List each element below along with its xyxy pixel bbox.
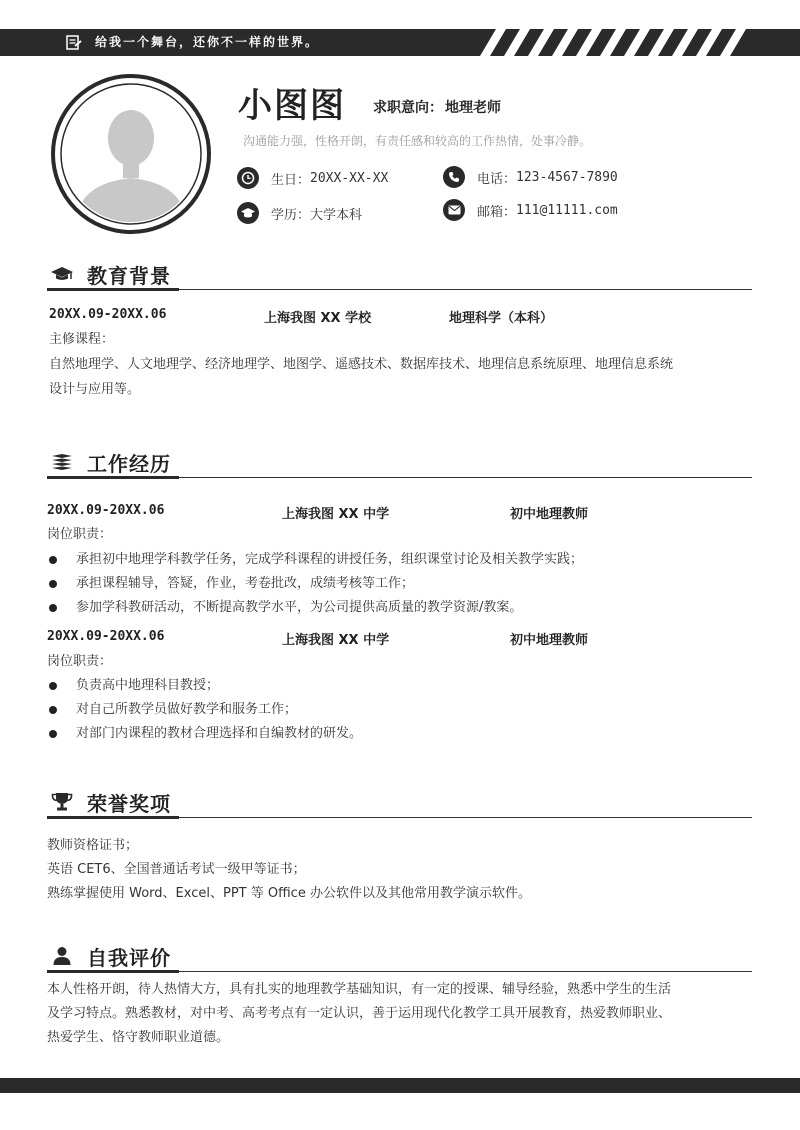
candidate-name: 小图图 [238, 86, 346, 126]
education-period: 20XX.09-20XX.06 [49, 307, 167, 322]
phone-row [443, 166, 618, 188]
education-value: 大学本科 [310, 207, 363, 223]
duty-text: 负责高中地理科目教授； [76, 678, 220, 693]
honor-item: 熟练掌握使用 Word、Excel、PPT 等 Office 办公软件以及其他常用教学演示软件。 [47, 886, 531, 901]
courses-label: 主修课程： [49, 332, 115, 347]
section-accent-bar [47, 970, 179, 973]
education-school: 上海我图 XX 学校 [264, 311, 372, 326]
trophy-icon [50, 792, 74, 812]
education-major: 地理科学（本科） [449, 311, 554, 326]
work-section-header [47, 446, 752, 478]
list-item [47, 548, 747, 572]
job-intent-value: 地理老师 [445, 100, 501, 116]
layers-icon [50, 452, 74, 472]
education-row [237, 202, 362, 224]
duty-text: 对自己所教学员做好教学和服务工作； [76, 702, 298, 717]
birthday-label: 生日： [271, 172, 311, 188]
top-banner [0, 29, 800, 56]
banner-slogan: 给我一个舞台，还你不一样的世界。 [95, 35, 320, 49]
duty-text: 承担课程辅导，答疑，作业，考卷批改，成绩考核等工作； [76, 576, 415, 591]
duty-label: 岗位职责： [47, 654, 113, 669]
bullet-dot [49, 580, 57, 588]
job-period: 20XX.09-20XX.06 [47, 629, 165, 644]
duty-label: 岗位职责： [47, 527, 113, 542]
list-item [47, 674, 747, 698]
bottom-banner [0, 1078, 800, 1093]
list-item [47, 722, 747, 746]
courses-line-1: 自然地理学、人文地理学、经济地理学、地图学、遥感技术、数据库技术、地理信息系统原理、地理信息系统 [49, 357, 674, 372]
honor-item: 英语 CET6、全国普通话考试一级甲等证书； [47, 862, 306, 877]
banner-stripes [466, 29, 800, 56]
job-organization: 上海我图 XX 中学 [282, 507, 390, 522]
self-eval-line-2: 及学习特点。熟悉教材，对中考、高考考点有一定认识，善于运用现代化教学工具开展教育，热爱教师职业、 [47, 1006, 672, 1021]
bullet-dot [49, 556, 57, 564]
list-item [47, 698, 747, 722]
honors-section-title: 荣誉奖项 [87, 792, 171, 816]
avatar-placeholder-icon [51, 74, 211, 234]
job-entry-2 [47, 629, 588, 648]
courses-line-2: 设计与应用等。 [49, 382, 141, 397]
clock-icon [237, 167, 259, 189]
avatar [51, 74, 211, 234]
work-section-title: 工作经历 [87, 452, 171, 476]
user-icon [50, 946, 74, 966]
job-role: 初中地理教师 [510, 507, 589, 522]
duty-text: 参加学科教研活动，不断提高教学水平，为公司提供高质量的教学资源/教案。 [76, 600, 523, 615]
list-item [47, 572, 747, 596]
job-organization: 上海我图 XX 中学 [282, 633, 390, 648]
phone-value: 123-4567-7890 [516, 169, 618, 185]
education-section-header [47, 258, 752, 290]
job-intent [371, 97, 501, 117]
duty-text: 承担初中地理学科教学任务，完成学科课程的讲授任务，组织课堂讨论及相关教学实践； [76, 552, 584, 567]
envelope-icon [443, 199, 465, 221]
duty-text: 对部门内课程的教材合理选择和自编教材的研发。 [76, 726, 363, 741]
email-row [443, 199, 618, 221]
job-role: 初中地理教师 [510, 633, 589, 648]
phone-label: 电话： [477, 171, 517, 187]
honors-section-header [47, 786, 752, 818]
email-value: 111@11111.com [516, 202, 618, 218]
email-label: 邮箱： [477, 204, 517, 220]
section-accent-bar [47, 288, 179, 291]
list-item [47, 596, 747, 620]
job-period: 20XX.09-20XX.06 [47, 503, 165, 518]
self-eval-line-1: 本人性格开朗，待人热情大方，具有扎实的地理教学基础知识，有一定的授课、辅导经验，熟悉中学生的生活 [47, 982, 672, 997]
education-section-title: 教育背景 [87, 264, 171, 288]
self-eval-line-3: 热爱学生、恪守教师职业道德。 [47, 1030, 230, 1045]
bullet-dot [49, 682, 57, 690]
graduation-cap-icon [237, 202, 259, 224]
birthday-row [237, 167, 388, 189]
self-eval-section-header [47, 940, 752, 972]
personal-motto: 沟通能力强，性格开朗，有责任感和较高的工作热情，处事冷静。 [243, 134, 592, 148]
document-logo-icon [66, 35, 82, 50]
education-label: 学历： [271, 207, 311, 223]
bullet-dot [49, 706, 57, 714]
graduation-cap-icon [50, 264, 74, 284]
honor-item: 教师资格证书； [47, 838, 139, 853]
section-accent-bar [47, 816, 179, 819]
job-intent-label: 求职意向： [373, 100, 443, 116]
birthday-value: 20XX-XX-XX [310, 170, 389, 186]
bullet-dot [49, 730, 57, 738]
section-accent-bar [47, 476, 179, 479]
job-entry-1 [47, 503, 588, 522]
education-entry [49, 307, 553, 326]
phone-icon [443, 166, 465, 188]
bullet-dot [49, 604, 57, 612]
self-eval-section-title: 自我评价 [87, 946, 171, 970]
